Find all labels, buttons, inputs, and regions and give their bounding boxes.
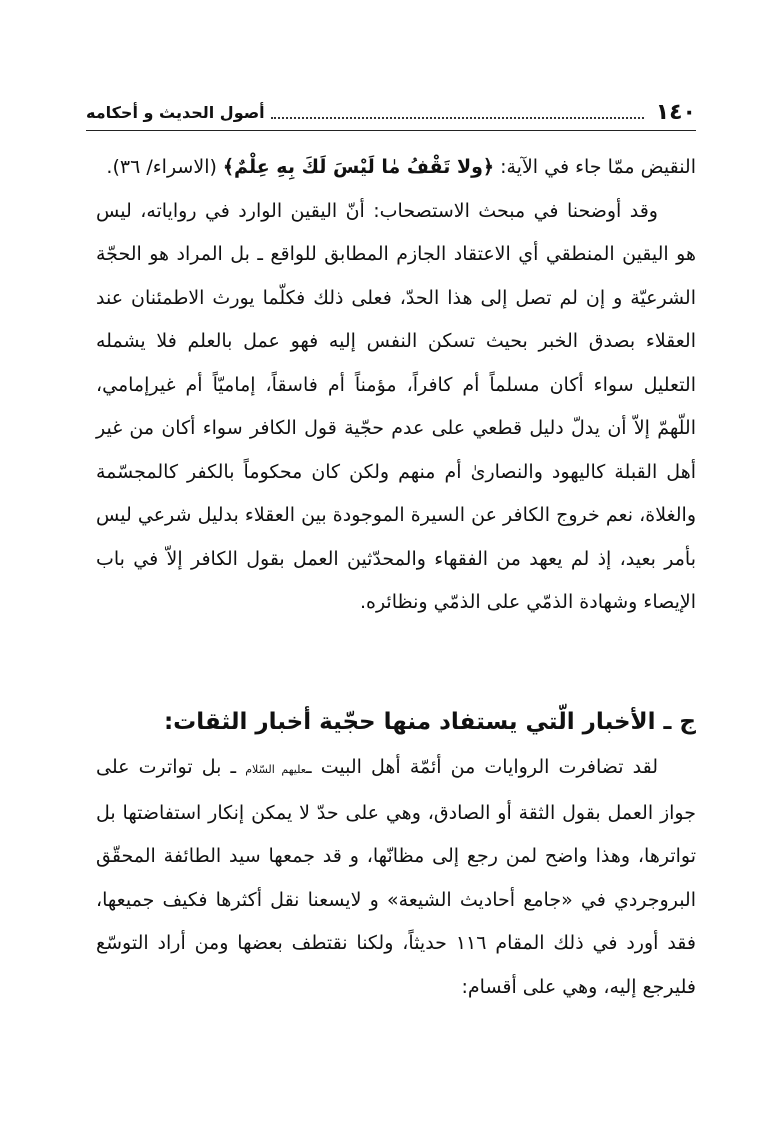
section-text (96, 746, 696, 1009)
verse-reference: (الاسراء/ ٣٦). (106, 156, 223, 178)
narrations-start: لقد تضافرت الروايات من أئمّة أهل البيت ـ (306, 756, 659, 778)
section-heading: ج ـ الأخبار الّتي يستفاد منها حجّية أخبار الثقات: (163, 709, 696, 735)
main-text (96, 146, 696, 625)
paragraph-verse-citation (96, 146, 696, 190)
running-header (86, 96, 696, 126)
narrations-rest: ـ بل تواترت على جواز العمل بقول الثقة أو الصادق، وهي على حدّ لا يمكن إنكار استفاضتها بل تواترها، وهذا واضح لمن رجع إلى مظانّها، و قد جمعها سيد الطائفة المحقّق البروجردي في «جامع أحاديث الشيعة» و لايسعنا نقل أكثرها فكيف جميعها، فقد أورد في ذلك المقام ١١٦ حديثاً، ولكنا نقتطف بعضها ومن أراد التوسّع فليرجع إليه، وهي على أقسام: (96, 756, 696, 998)
honorific: عليهم السّلام (245, 763, 307, 776)
page-number: ١٤٠ (655, 100, 696, 125)
quran-verse: ﴿ولا تَقْفُ مٰا لَيْسَ لَكَ بِهِ عِلْمٌ﴾ (222, 156, 495, 178)
book-title: أصول الحديث و أحكامه (86, 103, 265, 122)
header-rule (86, 130, 696, 131)
paragraph-certainty: وقد أوضحنا في مبحث الاستصحاب: أنّ اليقين الوارد في رواياته، ليس هو اليقين المنطقي أي الاعتقاد الجازم المطابق للواقع ـ بل المراد هو الحجّة الشرعيّة و إن لم تصل إلى هذا الحدّ، فعلى ذلك فكلّما يورث الاطمئنان عند العقلاء بصدق الخبر بحيث تسكن النفس إليه فهو عمل بالعلم فلا يشمله التعليل سواء أكان مسلماً أم كافراً، مؤمناً أم فاسقاً، إماميّاً أم غيرإمامي، اللّهمّ إلاّ أن يدلّ دليل قطعي على عدم حجّية قول الكافر سواء أكان من غير أهل القبلة كاليهود والنصارىٰ أم منهم ولكن كان محكوماً بالكفر كالمجسّمة والغلاة، نعم خروج الكافر عن السيرة الموجودة بين العقلاء بدليل شرعي ليس بأمر بعيد، إذ لم يعهد من الفقهاء والمحدّثين العمل بقول الكافر إلاّ في باب الإيصاء وشهادة الذمّي على الذمّي ونظائره. (96, 199, 696, 613)
paragraph-narrations (96, 746, 696, 1009)
header-dot-leader (271, 117, 644, 119)
verse-intro: النقيض ممّا جاء في الآية: (494, 156, 696, 178)
